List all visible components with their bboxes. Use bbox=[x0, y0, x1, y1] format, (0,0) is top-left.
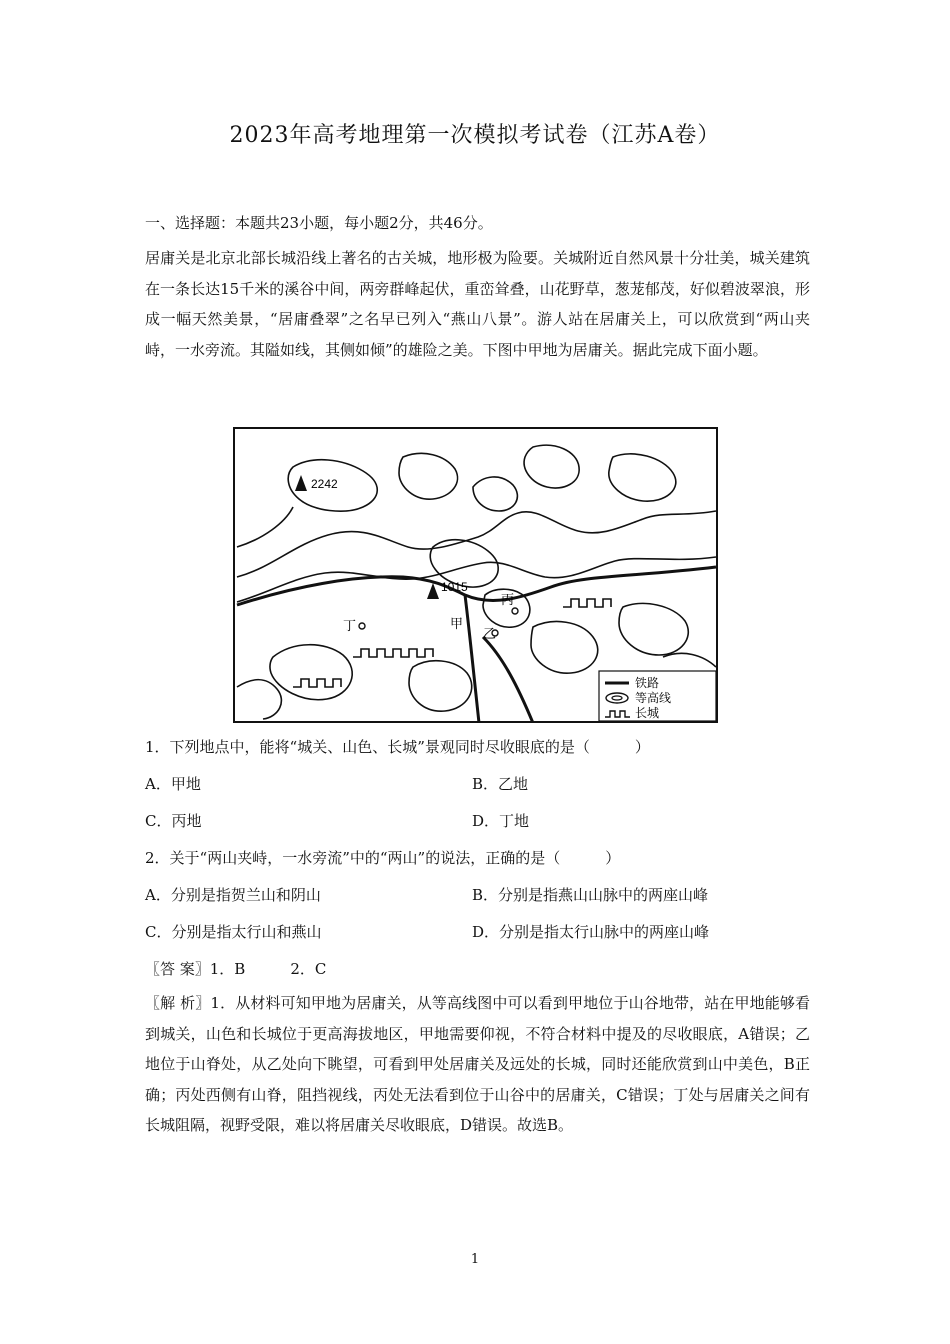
q2-option-d[interactable]: D．分别是指太行山脉中的两座山峰 bbox=[472, 923, 710, 941]
legend-great-wall: 长城 bbox=[635, 706, 660, 720]
q2-option-c[interactable]: C．分别是指太行山和燕山 bbox=[145, 923, 322, 941]
legend-railway: 铁路 bbox=[635, 676, 660, 690]
contour-map bbox=[233, 427, 718, 723]
q2-option-a[interactable]: A．分别是指贺兰山和阴山 bbox=[145, 886, 321, 904]
q1-option-c[interactable]: C．丙地 bbox=[145, 812, 202, 830]
question-1-stem: 1．下列地点中，能将“城关、山色、长城”景观同时尽收眼底的是（ ） bbox=[145, 738, 650, 756]
analysis-paragraph: 〖解 析〗1．从材料可知甲地为居庸关，从等高线图中可以看到甲地位于山谷地带，站在甲地能够看到城关，山色和长城位于更高海拔地区，甲地需要仰视，不符合材料中提及的尽收眼底，A错误；乙地位于山脊处，从乙处向下眺望，可看到甲处居庸关及远处的长城，同时还能欣赏到山中美色，B正确；丙处西侧有山脊，阻挡视线，丙处无法看到位于山谷中的居庸关，C错误；丁处与居庸关之间有长城阻隔，视野受限，难以将居庸关尽收眼底，D错误。故选B。 bbox=[145, 994, 810, 1134]
place-ding: 丁 bbox=[343, 619, 357, 634]
page-number: 1 bbox=[470, 1252, 480, 1267]
peak-label-high: 2242 bbox=[311, 477, 338, 491]
section-header: 一、选择题：本题共23小题，每小题2分，共46分。 bbox=[145, 214, 493, 232]
question-2-stem: 2．关于“两山夹峙，一水旁流”中的“两山”的说法，正确的是（ ） bbox=[145, 849, 621, 867]
legend-contour: 等高线 bbox=[635, 691, 672, 705]
peak-label-low: 1015 bbox=[441, 580, 468, 594]
q1-option-a[interactable]: A．甲地 bbox=[145, 775, 201, 793]
place-jia: 甲 bbox=[450, 617, 464, 632]
page-title: 2023年高考地理第一次模拟考试卷（江苏A卷） bbox=[229, 123, 721, 148]
q1-option-d[interactable]: D．丁地 bbox=[472, 812, 530, 830]
map-legend bbox=[599, 671, 716, 721]
place-bing: 丙 bbox=[501, 593, 515, 608]
answer-line: 〖答 案〗1．B 2．C bbox=[145, 960, 327, 978]
place-yi: 乙 bbox=[483, 627, 497, 642]
q2-option-b[interactable]: B．分别是指燕山山脉中的两座山峰 bbox=[472, 886, 709, 904]
q1-option-b[interactable]: B．乙地 bbox=[472, 775, 529, 793]
material-paragraph: 居庸关是北京北部长城沿线上著名的古关城，地形极为险要。关城附近自然风景十分壮美，城关建筑在一条长达15千米的溪谷中间，两旁群峰起伏，重峦耸叠，山花野草，葱茏郁茂，好似碧波翠浪，形成一幅天然美景，“居庸叠翠”之名早已列入“燕山八景”。游人站在居庸关上，可以欣赏到“两山夹峙，一水旁流。其隘如线，其侧如倾”的雄险之美。下图中甲地为居庸关。据此完成下面小题。 bbox=[145, 249, 810, 359]
